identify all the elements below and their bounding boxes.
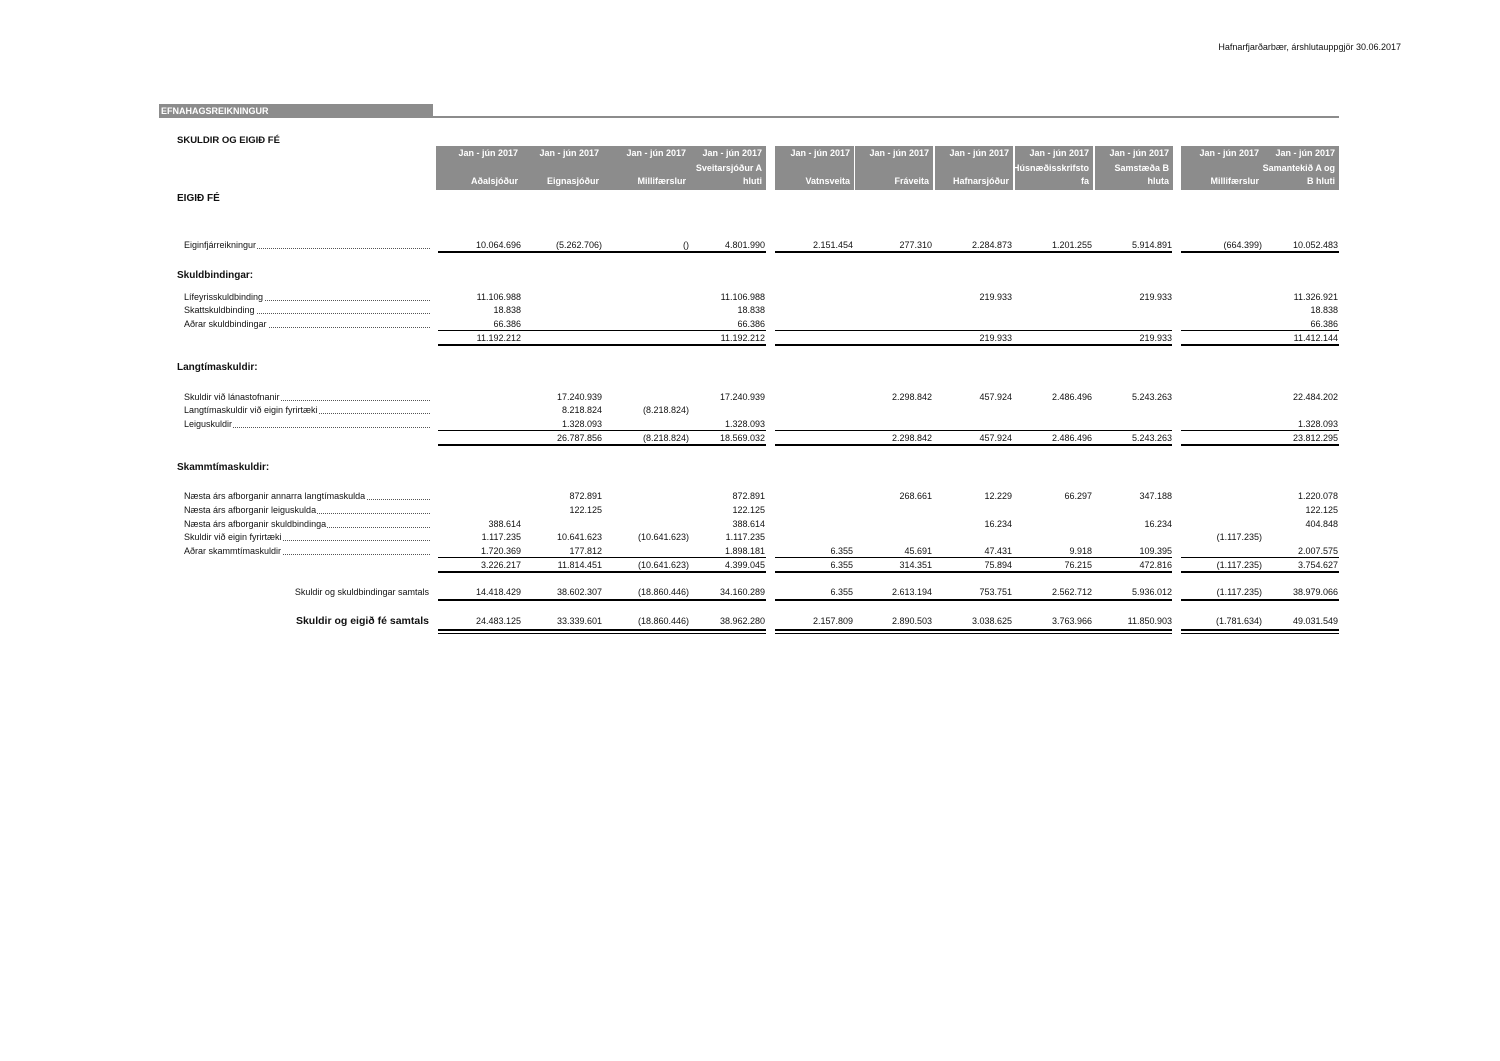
rule-line bbox=[1181, 251, 1339, 253]
cell-value: 11.106.988 bbox=[476, 292, 521, 302]
cell-value: 2.890.503 bbox=[891, 616, 932, 626]
cell-value: (1.117.235) bbox=[1216, 560, 1262, 570]
cell-value: 4.399.045 bbox=[724, 560, 765, 570]
cell-value: 9.918 bbox=[1069, 546, 1092, 556]
rule-line bbox=[1181, 344, 1339, 346]
cell-value: 3.038.625 bbox=[971, 616, 1012, 626]
cell-value: 1.117.235 bbox=[481, 532, 521, 542]
cell-value: 38.962.280 bbox=[719, 616, 765, 626]
row-label bbox=[184, 291, 430, 304]
cell-value: 2.157.809 bbox=[812, 616, 853, 626]
cell-value: 10.052.483 bbox=[1292, 240, 1338, 250]
row-label bbox=[184, 518, 430, 531]
cell-value: (8.218.824) bbox=[642, 433, 689, 443]
row-label-text: Næsta árs afborganir leiguskulda bbox=[184, 505, 317, 515]
cell-value: 2.486.496 bbox=[1051, 433, 1092, 443]
column-header bbox=[1095, 146, 1173, 190]
cell-value: 388.614 bbox=[488, 519, 521, 529]
cell-value: 2.486.496 bbox=[1051, 392, 1092, 402]
row-label-text: Eiginfjárreikningur bbox=[184, 240, 257, 250]
rule-line bbox=[775, 629, 1172, 631]
cell-value: 18.838 bbox=[1310, 305, 1338, 315]
column-period: Jan - jún 2017 bbox=[1199, 148, 1259, 158]
cell-value: 18.838 bbox=[737, 305, 765, 315]
cell-value: 1.117.235 bbox=[725, 532, 765, 542]
rule-line bbox=[1181, 444, 1339, 446]
cell-value: 24.483.125 bbox=[475, 616, 521, 626]
column-period: Jan - jún 2017 bbox=[949, 148, 1009, 158]
cell-value: 457.924 bbox=[979, 392, 1012, 402]
column-header bbox=[690, 146, 766, 190]
cell-value: 122.125 bbox=[1305, 505, 1338, 515]
rule-line bbox=[775, 251, 1172, 253]
cell-value: (664.399) bbox=[1223, 240, 1262, 250]
column-header bbox=[520, 146, 603, 190]
cell-value: 872.891 bbox=[732, 491, 765, 501]
cell-value: 5.936.012 bbox=[1131, 587, 1172, 597]
cell-value: 177.812 bbox=[569, 546, 602, 556]
cell-value: 5.243.263 bbox=[1131, 433, 1172, 443]
column-name: Vatnsveita bbox=[805, 176, 850, 186]
rule-line bbox=[775, 330, 1172, 331]
cell-value: 3.754.627 bbox=[1297, 560, 1338, 570]
cell-value: 6.355 bbox=[830, 546, 853, 556]
cell-value: 10.064.696 bbox=[475, 240, 521, 250]
cell-value: 2.613.194 bbox=[891, 587, 932, 597]
cell-value: 11.326.921 bbox=[1293, 292, 1338, 302]
column-header bbox=[1012, 146, 1093, 190]
cell-value: (1.781.634) bbox=[1215, 616, 1262, 626]
cell-value: 3.226.217 bbox=[480, 560, 521, 570]
rule-line bbox=[1181, 430, 1339, 431]
rule-line bbox=[438, 330, 766, 331]
cell-value: 3.763.966 bbox=[1051, 616, 1092, 626]
cell-value: 38.979.066 bbox=[1292, 587, 1338, 597]
rule-line bbox=[438, 444, 766, 446]
cell-value: 11.850.903 bbox=[1127, 616, 1172, 626]
cell-value: 1.201.255 bbox=[1051, 240, 1092, 250]
heading-equity: EIGIÐ FÉ bbox=[177, 193, 220, 204]
cell-value: 277.310 bbox=[899, 240, 932, 250]
cell-value: 872.891 bbox=[569, 491, 602, 501]
row-label bbox=[184, 545, 430, 558]
row-label-text: Næsta árs afborganir skuldbindinga bbox=[184, 519, 327, 529]
cell-value: 109.395 bbox=[1139, 546, 1172, 556]
row-label bbox=[184, 391, 430, 404]
rule-line bbox=[438, 344, 766, 346]
rule-line bbox=[775, 344, 1172, 346]
cell-value: 10.641.623 bbox=[556, 532, 602, 542]
column-period: Jan - jún 2017 bbox=[702, 148, 762, 158]
cell-value: 1.720.369 bbox=[480, 546, 521, 556]
cell-value: (18.860.446) bbox=[637, 587, 689, 597]
cell-value: 16.234 bbox=[984, 519, 1012, 529]
cell-value: 11.814.451 bbox=[557, 560, 602, 570]
column-header bbox=[603, 146, 690, 190]
row-label-text: Skuldir við lánastofnanir bbox=[184, 392, 280, 402]
column-header bbox=[775, 146, 854, 190]
column-header bbox=[855, 146, 933, 190]
cell-value: 1.328.093 bbox=[724, 419, 765, 429]
heading-shortterm: Skammtímaskuldir: bbox=[177, 462, 270, 473]
cell-value: 18.838 bbox=[493, 305, 521, 315]
cell-value: 66.297 bbox=[1064, 491, 1092, 501]
cell-value: 66.386 bbox=[1310, 319, 1338, 329]
cell-value: 2.298.842 bbox=[891, 433, 932, 443]
cell-value: 219.933 bbox=[1139, 333, 1172, 343]
column-period: Jan - jún 2017 bbox=[539, 148, 599, 158]
rule-line bbox=[775, 557, 1172, 558]
cell-value: 388.614 bbox=[732, 519, 765, 529]
cell-value: 8.218.824 bbox=[561, 405, 602, 415]
rule-line bbox=[1181, 557, 1339, 558]
cell-value: 347.188 bbox=[1139, 491, 1172, 501]
rule-line bbox=[775, 444, 1172, 446]
cell-value: 11.412.144 bbox=[1293, 333, 1338, 343]
column-header bbox=[1262, 146, 1339, 190]
rule-line bbox=[775, 430, 1172, 431]
cell-value: 472.816 bbox=[1139, 560, 1172, 570]
rule-line bbox=[1181, 633, 1339, 634]
row-label-text: Skattskuldbinding bbox=[184, 305, 255, 315]
rule-line bbox=[438, 430, 766, 431]
row-label bbox=[240, 586, 430, 599]
column-name: Aðalsjóður bbox=[470, 176, 518, 186]
cell-value: 457.924 bbox=[979, 433, 1012, 443]
rule-line bbox=[775, 633, 1172, 634]
column-period: Jan - jún 2017 bbox=[1109, 148, 1169, 158]
title-rule bbox=[433, 116, 1339, 118]
column-name: Fráveita bbox=[894, 176, 929, 186]
cell-value: (18.860.446) bbox=[637, 616, 689, 626]
column-name: Samantekið A og B hluti bbox=[1262, 163, 1335, 186]
cell-value: 38.602.307 bbox=[556, 587, 602, 597]
column-name: Húsnæðisskrifsto fa bbox=[1012, 163, 1089, 186]
row-label bbox=[184, 531, 430, 544]
cell-value: (10.641.623) bbox=[637, 560, 689, 570]
cell-value: 17.240.939 bbox=[556, 392, 602, 402]
cell-value: 49.031.549 bbox=[1292, 616, 1338, 626]
cell-value: 6.355 bbox=[830, 587, 853, 597]
column-header bbox=[1181, 146, 1263, 190]
cell-value: 5.914.891 bbox=[1131, 240, 1172, 250]
column-period: Jan - jún 2017 bbox=[1029, 148, 1089, 158]
rule-line bbox=[1181, 571, 1339, 573]
cell-value: 47.431 bbox=[984, 546, 1012, 556]
row-label-text: Langtímaskuldir við eigin fyrirtæki bbox=[184, 405, 318, 415]
document-header: Hafnarfjarðarbær, árshlutauppgjör 30.06.2017 bbox=[1218, 42, 1401, 52]
cell-value: 34.160.289 bbox=[719, 587, 765, 597]
section-title: EFNAHAGSREIKNINGUR bbox=[159, 104, 433, 118]
rule-line bbox=[438, 599, 766, 601]
row-label-text: Næsta árs afborganir annarra langtímaskulda bbox=[184, 491, 366, 501]
cell-value: 26.787.856 bbox=[556, 433, 602, 443]
cell-value: 16.234 bbox=[1144, 519, 1172, 529]
cell-value: 22.484.202 bbox=[1292, 392, 1338, 402]
row-label bbox=[184, 504, 430, 517]
column-name: Millifærslur bbox=[637, 176, 686, 186]
cell-value: 14.418.429 bbox=[475, 587, 521, 597]
row-label-text: Leiguskuldir bbox=[184, 419, 233, 429]
rule-line bbox=[438, 251, 766, 253]
row-label-text: Skuldir við eigin fyrirtæki bbox=[184, 532, 282, 542]
cell-value: 11.192.212 bbox=[720, 333, 765, 343]
cell-value: (10.641.623) bbox=[637, 532, 689, 542]
column-period: Jan - jún 2017 bbox=[790, 148, 850, 158]
cell-value: 1.220.078 bbox=[1297, 491, 1338, 501]
row-label-text: Skuldir og skuldbindingar samtals bbox=[294, 587, 429, 597]
cell-value: 33.339.601 bbox=[556, 616, 602, 626]
cell-value: 12.229 bbox=[984, 491, 1012, 501]
row-label-text: Lífeyrisskuldbinding bbox=[184, 292, 264, 302]
rule-line bbox=[775, 571, 1172, 573]
cell-value: 11.192.212 bbox=[476, 333, 521, 343]
column-period: Jan - jún 2017 bbox=[626, 148, 686, 158]
column-name: Hafnarsjóður bbox=[952, 176, 1009, 186]
column-name: Samstæða B hluta bbox=[1114, 163, 1169, 186]
cell-value: 219.933 bbox=[1139, 292, 1172, 302]
rule-line bbox=[1181, 330, 1339, 331]
rule-line bbox=[1181, 599, 1339, 601]
cell-value: 17.240.939 bbox=[719, 392, 765, 402]
row-label-text: Aðrar skammtímaskuldir bbox=[184, 546, 282, 556]
cell-value: 219.933 bbox=[979, 333, 1012, 343]
cell-value: 122.125 bbox=[732, 505, 765, 515]
cell-value: 45.691 bbox=[904, 546, 932, 556]
cell-value: 66.386 bbox=[493, 319, 521, 329]
cell-value: 11.106.988 bbox=[720, 292, 765, 302]
row-label-text: Skuldir og eigið fé samtals bbox=[295, 615, 429, 627]
cell-value: 2.562.712 bbox=[1051, 587, 1092, 597]
cell-value: 268.661 bbox=[899, 491, 932, 501]
column-period: Jan - jún 2017 bbox=[458, 148, 518, 158]
heading-obligations: Skuldbindingar: bbox=[177, 270, 254, 281]
cell-value: 2.298.842 bbox=[891, 392, 932, 402]
row-label bbox=[184, 404, 430, 417]
rule-line bbox=[775, 599, 1172, 601]
cell-value: (5.262.706) bbox=[555, 240, 602, 250]
cell-value: 2.007.575 bbox=[1297, 546, 1338, 556]
cell-value: 1.898.181 bbox=[724, 546, 765, 556]
cell-value: 18.569.032 bbox=[719, 433, 765, 443]
cell-value: 314.351 bbox=[899, 560, 932, 570]
cell-value: 6.355 bbox=[830, 560, 853, 570]
heading-longterm: Langtímaskuldir: bbox=[177, 362, 258, 373]
cell-value: (1.117.235) bbox=[1216, 587, 1262, 597]
cell-value: (8.218.824) bbox=[642, 405, 689, 415]
column-name: Millifærslur bbox=[1210, 176, 1259, 186]
column-name: Sveitarsjóður A hluti bbox=[695, 163, 762, 186]
rule-line bbox=[438, 571, 766, 573]
rule-line bbox=[1181, 629, 1339, 631]
cell-value: 23.812.295 bbox=[1292, 433, 1338, 443]
cell-value: 4.801.990 bbox=[724, 240, 765, 250]
column-header bbox=[436, 146, 522, 190]
row-label bbox=[184, 490, 430, 503]
cell-value: 219.933 bbox=[979, 292, 1012, 302]
column-period: Jan - jún 2017 bbox=[1275, 148, 1335, 158]
cell-value: 2.151.454 bbox=[812, 240, 853, 250]
rule-line bbox=[438, 557, 766, 558]
column-name: Eignasjóður bbox=[546, 176, 599, 186]
rule-line bbox=[438, 629, 766, 631]
section-subtitle: SKULDIR OG EIGIÐ FÉ bbox=[177, 135, 280, 146]
row-label bbox=[184, 318, 430, 331]
row-label bbox=[240, 615, 430, 628]
rule-line bbox=[438, 633, 766, 634]
cell-value: 122.125 bbox=[569, 505, 602, 515]
cell-value: 66.386 bbox=[737, 319, 765, 329]
column-header bbox=[935, 146, 1013, 190]
row-label bbox=[184, 304, 430, 317]
row-label bbox=[184, 239, 430, 252]
cell-value: 753.751 bbox=[979, 587, 1012, 597]
cell-value: 2.284.873 bbox=[971, 240, 1012, 250]
cell-value: 404.848 bbox=[1305, 519, 1338, 529]
cell-value: 76.215 bbox=[1064, 560, 1092, 570]
column-period: Jan - jún 2017 bbox=[869, 148, 929, 158]
row-label-text: Aðrar skuldbindingar bbox=[184, 319, 267, 329]
row-label bbox=[184, 418, 430, 431]
cell-value: () bbox=[683, 240, 689, 250]
cell-value: 75.894 bbox=[984, 560, 1012, 570]
cell-value: (1.117.235) bbox=[1216, 532, 1262, 542]
cell-value: 5.243.263 bbox=[1131, 392, 1172, 402]
cell-value: 1.328.093 bbox=[561, 419, 602, 429]
cell-value: 1.328.093 bbox=[1297, 419, 1338, 429]
